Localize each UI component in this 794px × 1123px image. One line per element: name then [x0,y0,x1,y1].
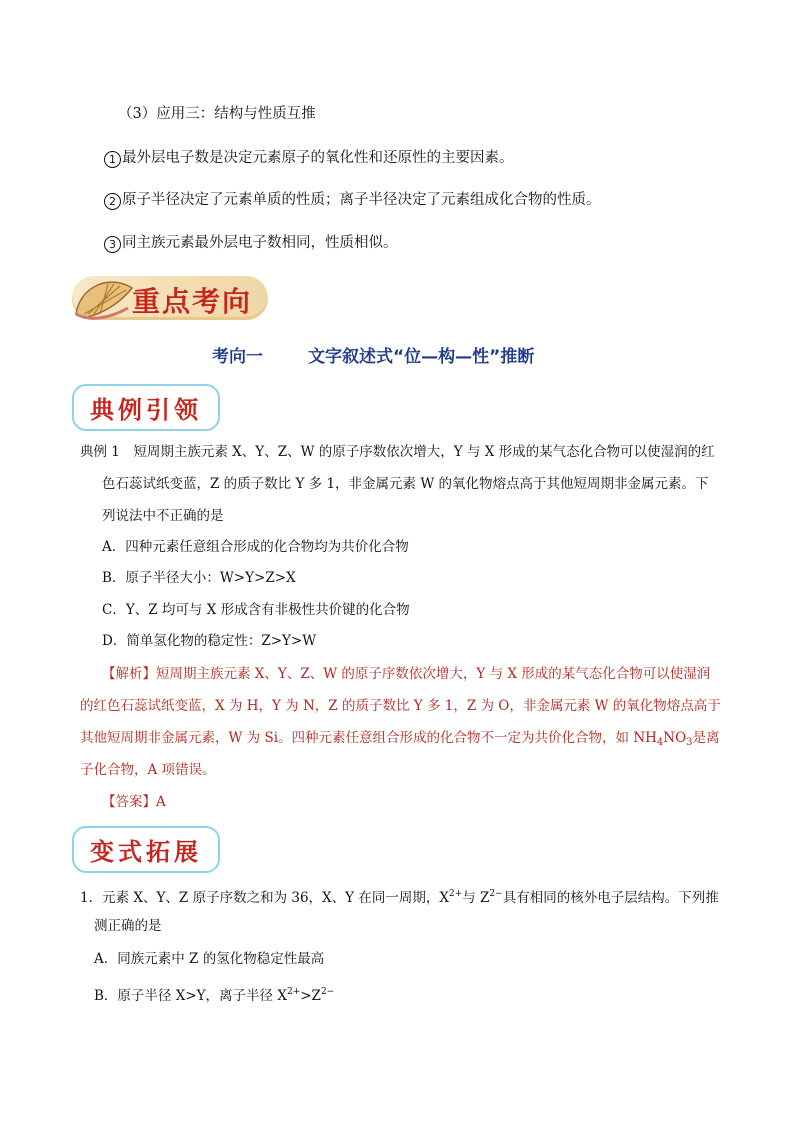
formula-mid: NO [663,730,687,746]
section-number: 考向一 [212,347,263,367]
question-1-option-a: A．同族元素中 Z 的氢化物稳定性最高 [94,951,325,967]
example-line-3: 列说法中不正确的是 [102,508,224,524]
analysis-line-3-text: 其他短周期非金属元素，W 为 Si。四种元素任意组合形成的化合物不一定为共价化合物，如 NH [80,730,657,746]
section-title: 文字叙述式“位—构—性”推断 [308,347,535,367]
intro-item-1 [104,148,514,168]
banner-label: 重点考向 [132,285,253,318]
question-1-option-b-mid: >Z [300,988,321,1004]
intro-item-3-text: 同主族元素最外层电子数相同，性质相似。 [122,235,398,251]
analysis-line-3-end: 是离 [692,730,720,746]
subscript-3: 3 [686,737,693,748]
subscript-4: 4 [656,737,664,748]
example-line-2: 色石蕊试纸变蓝，Z 的质子数比 Y 多 1，非金属元素 W 的氧化物熔点高于其他短周期非金属元素。下 [102,476,709,492]
superscript-2minus-b: 2− [320,987,335,997]
superscript-2plus-b: 2+ [286,987,301,997]
intro-item-2 [104,190,601,210]
option-d: D．简单氢化物的稳定性：Z>Y>W [102,633,317,649]
option-c: C．Y、Z 均可与 X 形成含有非极性共价键的化合物 [102,602,410,618]
question-1-text-b: 具有相同的核外电子层结构。下列推 [502,890,719,906]
superscript-2minus: 2− [489,889,503,899]
question-1-line-1 [80,884,719,908]
circled-number-2: 2 [104,193,121,210]
shell-icon [70,268,140,324]
analysis-line-3 [80,728,720,753]
question-1-option-b [94,982,334,1006]
question-1-text-a: 1．元素 X、Y、Z 原子序数之和为 36，X、Y 在同一周期，X [80,890,449,906]
circled-number-1: 1 [104,151,121,168]
example-box-label: 典例引领 [72,384,220,431]
analysis-line-4: 子化合物，A 项错误。 [80,762,216,778]
option-b: B．原子半径大小：W>Y>Z>X [102,570,296,586]
analysis-line-2: 的红色石蕊试纸变蓝，X 为 H，Y 为 N，Z 的质子数比 Y 多 1，Z 为 O，非金属元素 W 的氧化物熔点高于 [80,698,721,714]
option-a: A．四种元素任意组合形成的化合物均为共价化合物 [102,539,409,555]
intro-heading: （3）应用三：结构与性质互推 [118,106,316,122]
example-line-1: 典例 1 短周期主族元素 X、Y、Z、W 的原子序数依次增大，Y 与 X 形成的某气态化合物可以使湿润的红 [80,444,715,460]
superscript-2plus: 2+ [448,889,463,899]
intro-item-2-text: 原子半径决定了元素单质的性质；离子半径决定了元素组成化合物的性质。 [122,192,601,208]
question-1-option-b-text: B．原子半径 X>Y，离子半径 X [94,988,287,1004]
question-1-line-2: 测正确的是 [94,918,162,934]
intro-item-1-text: 最外层电子数是决定元素原子的氧化性和还原性的主要因素。 [122,150,514,166]
analysis-line-1: 【解析】短周期主族元素 X、Y、Z、W 的原子序数依次增大，Y 与 X 形成的某气态化合物可以使湿润 [102,666,711,682]
variant-box-label: 变式拓展 [72,826,220,873]
question-1-mid: 与 Z [462,890,490,906]
answer: 【答案】A [102,794,166,810]
intro-item-3 [104,233,398,253]
circled-number-3: 3 [104,236,121,253]
